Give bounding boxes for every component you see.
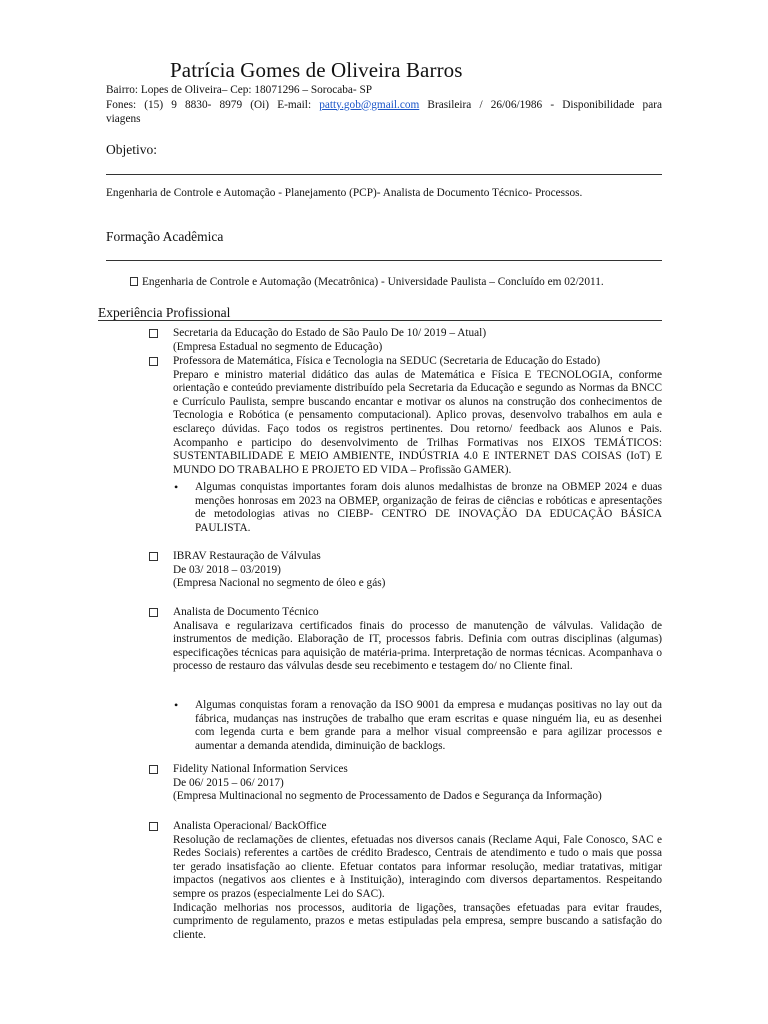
divider-objetivo	[106, 174, 662, 175]
entry-description: Analisava e regularizava certificados finais do processo de manutenção de válvulas. Validação de instrumentos de medição. Elaboração de IT, processos fabris. Definia com outras disciplinas (algumas) especificações técnicas para aquisição de matéria-prima. Interpretação de normas técnicas. Acompanhava o processo de restauro das válvulas desde seu recebimento e testagem do/ no Cliente final.	[173, 619, 662, 673]
checkbox-icon	[149, 552, 158, 561]
bullet-icon: •	[174, 698, 179, 712]
email-link[interactable]: patty.gob@gmail.com	[319, 98, 420, 111]
experience-entry	[149, 327, 662, 354]
candidate-name: Patrícia Gomes de Oliveira Barros	[170, 58, 463, 82]
achievement-bullet	[173, 699, 662, 753]
phone-email-line	[106, 98, 662, 113]
formacao-item	[130, 275, 604, 289]
objetivo-text: Engenharia de Controle e Automação - Planejamento (PCP)- Analista de Documento Técnico- Processos.	[106, 187, 583, 199]
checkbox-icon	[149, 357, 158, 366]
achievement-bullet	[173, 481, 662, 535]
entry-description: Indicação melhorias nos processos, auditoria de ligações, transações efetuadas para evitar fraudes, cumprimento de regulamento, prazos e metas estipuladas pela empresa, sempre buscando a satisfação do cliente.	[173, 901, 662, 941]
entry-description: Preparo e ministro material didático das aulas de Matemática e Física E TECNOLOGIA, conforme orientação e conteúdo previamente distribuído pela Secretaria da Educação e segundo as Normas da BNCC e Currículo Paulista, sempre buscando encantar e motivar os alunos na construção dos conhecimentos de Tecnologia e Robótica (e pensamento computacional). Aplico provas, desenvolvo trabalhos em aula e esclareço dúvidas. Faço todos os registros pertinentes. Dou retorno/ feedback aos Alunos e Pais. Acompanho e participo do desenvolvimento de Trilhas Formativas nos EIXOS TEMÁTICOS: SUSTENTABILIDADE E MEIO AMBIENTE, INDÚSTRIA 4.0 E INTERNET DAS COISAS (IoT) E MUNDO DO TRABALHO E PROJETO ED VIDA – Profissão GAMER).	[173, 368, 662, 476]
experience-entry	[149, 763, 662, 804]
section-title-objetivo: Objetivo:	[106, 142, 157, 157]
divider-formacao	[106, 260, 662, 261]
entry-title: Professora de Matemática, Física e Tecnologia na SEDUC (Secretaria de Educação do Estado)	[173, 355, 601, 367]
entry-line: Secretaria da Educação do Estado de São Paulo De 10/ 2019 – Atual)	[173, 327, 487, 339]
bullet-icon: •	[174, 480, 179, 494]
checkbox-icon	[149, 765, 158, 774]
phone-text: Fones: (15) 9 8830- 8979 (Oi) E-mail:	[106, 98, 320, 111]
checkbox-icon	[130, 277, 138, 286]
section-title-formacao: Formação Acadêmica	[106, 229, 224, 244]
checkbox-icon	[149, 608, 158, 617]
entry-line: (Empresa Multinacional no segmento de Processamento de Dados e Segurança da Informação)	[173, 790, 602, 803]
address-line: Bairro: Lopes de Oliveira– Cep: 18071296 – Sorocaba- SP	[106, 84, 373, 96]
entry-line: (Empresa Estadual no segmento de Educação)	[173, 340, 383, 353]
experience-entry	[149, 606, 662, 674]
entry-description: Resolução de reclamações de clientes, efetuadas nos diversos canais (Reclame Aqui, Fale Conosco, SAC e Redes Sociais) referentes a cartões de crédito Bradesco, Centrais de atendimento e tudo o mais que possa ter gerado insatisfação ao cliente. Efetuar contatos para informar resolução, mediar tratativas, mitigar impactos (negativos aos clientes e à Instituição), interagindo com diversos departamentos. Respeitando sempre os prazos (especialmente Lei do SAC).	[173, 833, 662, 900]
travel-line: viagens	[106, 113, 141, 125]
entry-title: Analista Operacional/ BackOffice	[173, 820, 327, 832]
checkbox-icon	[149, 329, 158, 338]
checkbox-icon	[149, 822, 158, 831]
divider-experiencia	[98, 320, 662, 321]
entry-line: (Empresa Nacional no segmento de óleo e gás)	[173, 577, 386, 590]
entry-line: De 06/ 2015 – 06/ 2017)	[173, 776, 284, 789]
experience-entry	[149, 550, 662, 591]
entry-line: Fidelity National Information Services	[173, 763, 348, 775]
section-title-experiencia: Experiência Profissional	[98, 305, 231, 320]
nationality-text: Brasileira / 26/06/1986 - Disponibilidade para	[419, 98, 662, 111]
experience-entry	[149, 820, 662, 942]
entry-line: IBRAV Restauração de Válvulas	[173, 550, 321, 562]
contact-block	[106, 83, 662, 127]
bullet-text: Algumas conquistas foram a renovação da ISO 9001 da empresa e mudanças positivas no lay out da fábrica, mudanças nas instruções de trabalho que eram escritas e quase ninguém lia, eu as desenhei com legenda curta e bem grande para a melhor visual compreensão e para agilizar processos e aumentar a demanda atendida, diminuição de backlogs.	[195, 699, 662, 752]
experience-entry	[149, 355, 662, 477]
formacao-text: Engenharia de Controle e Automação (Mecatrônica) - Universidade Paulista – Concluído em 02/2011.	[142, 276, 604, 288]
bullet-text: Algumas conquistas importantes foram dois alunos medalhistas de bronze na OBMEP 2024 e duas menções honrosas em 2023 na OBMEP, organização de feiras de ciências e robóticas e apresentações de metodologias ativas no CIEBP- CENTRO DE INOVAÇÃO DA EDUCAÇÃO BÁSICA PAULISTA.	[195, 481, 662, 534]
entry-line: De 03/ 2018 – 03/2019)	[173, 563, 281, 576]
entry-title: Analista de Documento Técnico	[173, 606, 319, 618]
